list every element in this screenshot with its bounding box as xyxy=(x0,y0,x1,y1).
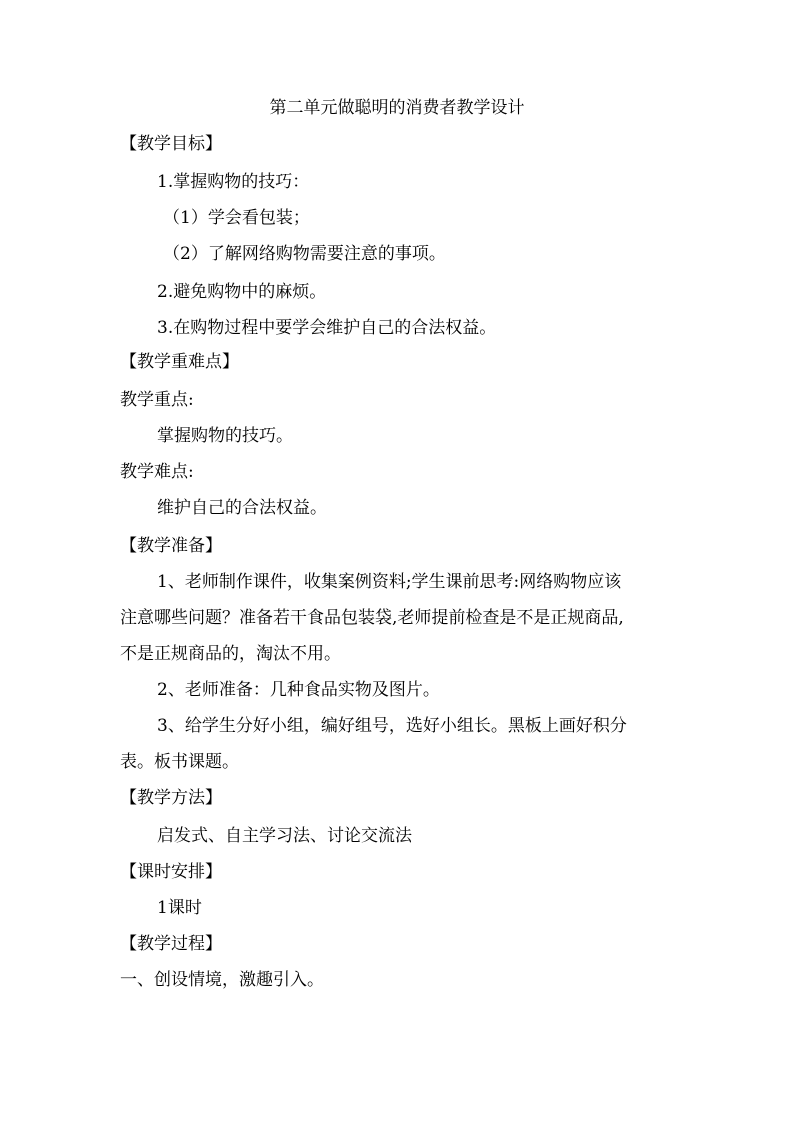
objectives-heading: 【教学目标】 xyxy=(120,134,222,154)
page-title: 第二单元做聪明的消费者教学设计 xyxy=(269,98,525,118)
preparation-heading: 【教学准备】 xyxy=(120,536,222,556)
process-heading: 【教学过程】 xyxy=(120,934,222,954)
objective-item-2: 2.避免购物中的麻烦。 xyxy=(157,282,327,302)
methods-heading: 【教学方法】 xyxy=(120,788,222,808)
preparation-item-3-line-1: 3、给学生分好小组，编好组号，选好小组长。黑板上画好积分 xyxy=(157,716,627,736)
objective-item-3: 3.在购物过程中要学会维护自己的合法权益。 xyxy=(157,318,497,338)
preparation-item-3-line-2: 表。板书课题。 xyxy=(120,752,239,772)
objective-item-1: 1.掌握购物的技巧： xyxy=(157,172,310,192)
preparation-item-1-line-1: 1、老师制作课件，收集案例资料;学生课前思考:网络购物应该 xyxy=(157,572,622,592)
methods-text: 启发式、自主学习法、讨论交流法 xyxy=(157,826,412,846)
preparation-item-1-line-2: 注意哪些问题？准备若干食品包装袋,老师提前检查是不是正规商品, xyxy=(120,608,624,628)
process-step-1: 一、创设情境，激趣引入。 xyxy=(120,970,324,990)
objective-sub-2: （2）了解网络购物需要注意的事项。 xyxy=(163,244,446,264)
difficulty-label: 教学难点: xyxy=(120,462,194,482)
key-points-heading: 【教学重难点】 xyxy=(120,352,239,372)
schedule-text: 1课时 xyxy=(157,898,202,918)
preparation-item-2: 2、老师准备：几种食品实物及图片。 xyxy=(157,680,440,700)
focus-label: 教学重点: xyxy=(120,390,194,410)
difficulty-text: 维护自己的合法权益。 xyxy=(157,498,327,518)
objective-sub-1: （1）学会看包装； xyxy=(163,208,310,228)
preparation-item-1-line-3: 不是正规商品的，淘汰不用。 xyxy=(120,644,341,664)
schedule-heading: 【课时安排】 xyxy=(120,862,222,882)
focus-text: 掌握购物的技巧。 xyxy=(157,426,293,446)
